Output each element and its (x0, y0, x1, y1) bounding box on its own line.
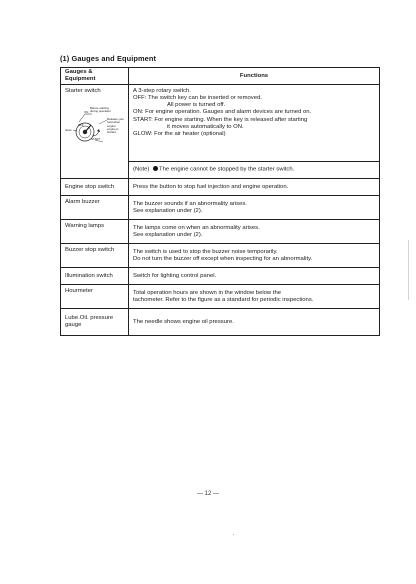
table-row (61, 179, 380, 196)
scan-edge-line (408, 240, 409, 300)
function-line: tachometer. Refer to the figure as a standard for periodic inspections. (133, 296, 314, 303)
function-line: See explanation under (2). (133, 231, 203, 238)
starter-switch-diagram (65, 100, 127, 152)
gauges-equipment-table (60, 67, 380, 336)
starter-switch-functions (129, 85, 380, 162)
function-line: The needle shows engine oil pressure. (133, 318, 234, 325)
table-row-starter-switch (61, 85, 380, 162)
function-line: Press the button to stop fuel injection and engine operation. (133, 183, 289, 190)
function-line: Switch for lighting control panel. (133, 272, 217, 279)
function-line: The buzzer sounds if an abnormality arises. (133, 200, 247, 207)
equipment-name: Hourmeter (61, 285, 129, 309)
label-start: START (91, 137, 101, 142)
function-cell (129, 309, 380, 336)
equipment-name: Alarm buzzer (61, 196, 129, 220)
equipment-name: Starter switch (65, 88, 101, 95)
note-text: The engine cannot be stopped by the starter switch. (159, 166, 295, 173)
table-row (61, 196, 380, 220)
function-cell (129, 179, 380, 196)
table-row (61, 309, 380, 336)
table-row (61, 268, 380, 285)
function-line: The switch is used to stop the buzzer noise temporarily. (133, 248, 278, 255)
label-glow: Glow (65, 128, 72, 133)
label-on: ON (84, 110, 89, 115)
function-line: See explanation under (2). (133, 207, 203, 214)
function-cell (129, 196, 380, 220)
function-cell (129, 220, 380, 244)
function-line: The lamps come on when an abnormality arises. (133, 224, 260, 231)
table-row (61, 244, 380, 268)
note-prefix: (Note) (133, 166, 150, 173)
function-line: START: For engine starting. When the key is released after starting (133, 116, 308, 123)
label-off: OFF (78, 123, 84, 128)
equipment-name: Warning lamps (61, 220, 129, 244)
scan-speck (233, 534, 234, 535)
equipment-name: Buzzer stop switch (61, 244, 129, 268)
page-number: — 12 — (196, 491, 219, 497)
starter-switch-note (129, 162, 380, 179)
starter-switch-cell (61, 85, 129, 179)
function-cell (129, 268, 380, 285)
table-header-row (61, 68, 380, 85)
function-cell (129, 244, 380, 268)
function-line: Total operation hours are shown in the window below the (133, 289, 282, 296)
label-before-starting: Before starting during operation (90, 106, 111, 114)
equipment-name: Lube.Oil. pressure gauge (61, 309, 129, 336)
bullet-icon (153, 166, 158, 171)
section-heading: (1) Gauges and Equipment (60, 54, 157, 63)
function-line: it moves automatically to ON. (167, 123, 244, 130)
function-line: OFF: The switch key can be inserted or removed. (133, 95, 262, 102)
function-line: Do not turn the buzzer off except when inspecting for an abnormality. (133, 255, 313, 262)
function-line: A 3-step rotary switch. (133, 88, 191, 95)
function-line: All power is turned off. (167, 102, 226, 109)
header-functions: Functions (129, 68, 380, 85)
function-line: GLOW: For the air heater (optional) (133, 130, 226, 137)
header-gauges-equipment: Gauges & Equipment (61, 68, 129, 85)
table-row (61, 220, 380, 244)
table-row (61, 285, 380, 309)
equipment-name: Illumination switch (61, 268, 129, 285)
function-line: ON: For engine operation. Gauges and alarm devices are turned on. (133, 109, 312, 116)
function-cell (129, 285, 380, 309)
equipment-name: Engine stop switch (61, 179, 129, 196)
label-release: Release your hold when engine engine is started (107, 117, 125, 135)
